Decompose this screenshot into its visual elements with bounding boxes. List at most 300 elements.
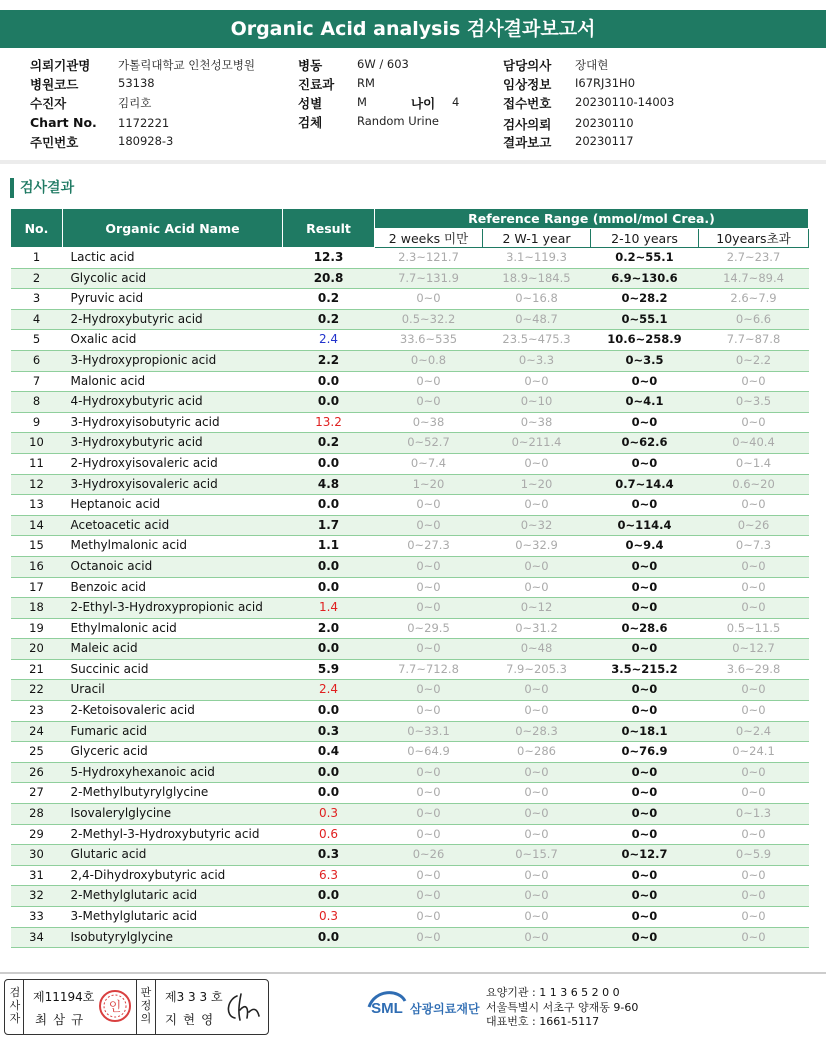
row-no: 9	[11, 412, 63, 433]
row-range: 0~28.2	[591, 289, 699, 310]
chart-no-value: 1172221	[118, 116, 170, 130]
row-result: 5.9	[283, 659, 375, 680]
row-no: 30	[11, 845, 63, 866]
reviewer-license: 제3 3 3 호	[165, 990, 223, 1004]
row-result: 0.0	[283, 577, 375, 598]
header-reference: Reference Range (mmol/mol Crea.)	[375, 209, 809, 229]
reviewer-name: 지 현 영	[165, 1012, 215, 1027]
row-result	[283, 598, 375, 619]
table-row	[11, 474, 809, 495]
row-range: 0~0	[591, 412, 699, 433]
logo-text: SML	[371, 1000, 403, 1017]
row-result: 0.0	[283, 783, 375, 804]
table-row	[11, 289, 809, 310]
row-range: 0~0	[699, 412, 809, 433]
row-result: 0.0	[283, 392, 375, 413]
row-range: 0.7~14.4	[591, 474, 699, 495]
table-row	[11, 536, 809, 557]
footer-divider	[0, 972, 826, 974]
row-result	[283, 680, 375, 701]
subheader-range: 2-10 years	[591, 229, 699, 248]
row-range: 0~0	[375, 886, 483, 907]
row-no: 27	[11, 783, 63, 804]
row-range: 1~20	[483, 474, 591, 495]
row-range: 10.6~258.9	[591, 330, 699, 351]
row-range: 0~12.7	[699, 639, 809, 660]
row-range: 0~24.1	[699, 742, 809, 763]
table-row	[11, 309, 809, 330]
row-no: 5	[11, 330, 63, 351]
row-name: Uracil	[63, 680, 283, 701]
row-no: 10	[11, 433, 63, 454]
recipient-label: 수진자	[30, 96, 67, 111]
row-range: 0~7.3	[699, 536, 809, 557]
resident-no-label: 주민번호	[30, 135, 79, 150]
row-range: 0~7.4	[375, 453, 483, 474]
row-no: 18	[11, 598, 63, 619]
header-result: Result	[283, 209, 375, 248]
row-range: 0~0	[483, 577, 591, 598]
row-name: 2-Hydroxybutyric acid	[63, 309, 283, 330]
row-range: 0~0	[699, 927, 809, 948]
dept-label: 진료과	[298, 77, 335, 92]
row-no: 12	[11, 474, 63, 495]
row-range: 3.1~119.3	[483, 248, 591, 269]
row-result: 4.8	[283, 474, 375, 495]
row-name: 3-Methylglutaric acid	[63, 907, 283, 928]
row-name: Succinic acid	[63, 659, 283, 680]
flagged-result: 0.3	[318, 909, 339, 923]
signature-icon	[223, 990, 263, 1028]
row-result: 0.2	[283, 433, 375, 454]
row-range: 7.9~205.3	[483, 659, 591, 680]
row-no: 1	[11, 248, 63, 269]
clinical-value: I67RJ31H0	[575, 76, 636, 90]
age-value: 4	[452, 95, 460, 109]
row-result: 0.0	[283, 927, 375, 948]
row-range: 0~0	[483, 927, 591, 948]
row-range: 2.3~121.7	[375, 248, 483, 269]
row-range: 0~0	[699, 865, 809, 886]
table-row	[11, 330, 809, 351]
examiner-label-text: 검 사 자	[9, 986, 21, 1025]
table-row	[11, 515, 809, 536]
table-row	[11, 680, 809, 701]
row-no: 2	[11, 268, 63, 289]
row-name: 2-Methylbutyrylglycine	[63, 783, 283, 804]
row-range: 0~0	[483, 865, 591, 886]
flagged-result: 0.3	[318, 806, 339, 821]
row-range: 0~3.3	[483, 350, 591, 371]
row-name: 2-Methyl-3-Hydroxybutyric acid	[63, 824, 283, 845]
row-range: 0~0	[699, 495, 809, 516]
row-range: 0~0	[699, 598, 809, 619]
row-range: 0~64.9	[375, 742, 483, 763]
row-result: 0.0	[283, 495, 375, 516]
row-range: 0~48.7	[483, 309, 591, 330]
row-result: 0.0	[283, 639, 375, 660]
reported-label: 결과보고	[503, 135, 552, 150]
row-range: 1~20	[375, 474, 483, 495]
row-no: 31	[11, 865, 63, 886]
row-range: 0~38	[483, 412, 591, 433]
row-name: Oxalic acid	[63, 330, 283, 351]
row-name: 2-Ethyl-3-Hydroxypropionic acid	[63, 598, 283, 619]
reviewer-label	[139, 986, 153, 1025]
row-range: 14.7~89.4	[699, 268, 809, 289]
row-name: 2-Methylglutaric acid	[63, 886, 283, 907]
row-range: 0~0	[591, 598, 699, 619]
row-range: 0.5~32.2	[375, 309, 483, 330]
row-no: 8	[11, 392, 63, 413]
flagged-result: 13.2	[315, 414, 342, 429]
row-result: 2.0	[283, 618, 375, 639]
phone: 대표번호 : 1661-5117	[486, 1015, 600, 1028]
clinical-label: 임상정보	[503, 77, 552, 92]
row-range: 0~1.3	[699, 804, 809, 825]
row-result: 20.8	[283, 268, 375, 289]
row-range: 0~0	[699, 907, 809, 928]
patient-info	[0, 54, 826, 154]
row-name: 3-Hydroxyisovaleric acid	[63, 474, 283, 495]
institution-label: 의뢰기관명	[30, 58, 91, 73]
table-row	[11, 453, 809, 474]
row-range: 0~0	[591, 701, 699, 722]
row-range: 0~0	[375, 804, 483, 825]
row-result: 0.0	[283, 453, 375, 474]
row-no: 26	[11, 762, 63, 783]
row-range: 0~0	[591, 907, 699, 928]
row-range: 0~31.2	[483, 618, 591, 639]
row-result: 1.7	[283, 515, 375, 536]
row-range: 0~0	[591, 804, 699, 825]
row-range: 0~286	[483, 742, 591, 763]
subheader-range: 2 W-1 year	[483, 229, 591, 248]
table-row	[11, 392, 809, 413]
row-range: 0~12	[483, 598, 591, 619]
sex-label: 성별	[298, 96, 323, 111]
row-range: 0~0	[483, 886, 591, 907]
table-row	[11, 598, 809, 619]
receipt-label: 접수번호	[503, 96, 552, 111]
row-range: 0~0	[375, 824, 483, 845]
row-range: 0~0	[699, 701, 809, 722]
row-range: 0~0	[591, 577, 699, 598]
row-range: 0~0	[699, 680, 809, 701]
row-result: 0.2	[283, 309, 375, 330]
flagged-result: 6.3	[318, 867, 339, 882]
row-range: 0~2.2	[699, 350, 809, 371]
table-row	[11, 762, 809, 783]
row-range: 0~52.7	[375, 433, 483, 454]
seal-text: 인	[108, 1000, 122, 1015]
table-row	[11, 783, 809, 804]
table-row	[11, 659, 809, 680]
row-range: 0~0.8	[375, 350, 483, 371]
row-name: 2,4-Dihydroxybutyric acid	[63, 865, 283, 886]
row-range: 0~28.6	[591, 618, 699, 639]
row-range: 0~4.1	[591, 392, 699, 413]
table-row	[11, 248, 809, 269]
row-range: 0~0	[699, 783, 809, 804]
row-no: 24	[11, 721, 63, 742]
row-range: 0~48	[483, 639, 591, 660]
table-row	[11, 824, 809, 845]
specimen-value: Random Urine	[357, 114, 439, 128]
table-row	[11, 742, 809, 763]
results-body	[11, 248, 809, 948]
table-row	[11, 577, 809, 598]
table-row	[11, 412, 809, 433]
row-range: 0~0	[375, 577, 483, 598]
row-name: 3-Hydroxypropionic acid	[63, 350, 283, 371]
row-name: Methylmalonic acid	[63, 536, 283, 557]
results-table	[10, 208, 809, 948]
sex-value: M	[357, 95, 367, 109]
row-range: 0~0	[699, 886, 809, 907]
row-range: 0~33.1	[375, 721, 483, 742]
row-result	[283, 907, 375, 928]
flagged-result: 0.6	[318, 826, 339, 841]
row-range: 0~0	[591, 680, 699, 701]
table-row	[11, 639, 809, 660]
row-range: 0~32.9	[483, 536, 591, 557]
sml-logo-icon	[365, 985, 409, 1021]
row-range: 0~62.6	[591, 433, 699, 454]
row-range: 0~0	[591, 556, 699, 577]
receipt-value: 20230110-14003	[575, 95, 675, 109]
row-name: Malonic acid	[63, 371, 283, 392]
row-range: 0~28.3	[483, 721, 591, 742]
row-result: 12.3	[283, 248, 375, 269]
row-range: 0~0	[591, 495, 699, 516]
examiner-license: 제11194호	[33, 990, 95, 1004]
row-name: Pyruvic acid	[63, 289, 283, 310]
row-range: 33.6~535	[375, 330, 483, 351]
row-range: 0~55.1	[591, 309, 699, 330]
row-range: 6.9~130.6	[591, 268, 699, 289]
doctor-value: 장대현	[575, 58, 609, 72]
row-no: 17	[11, 577, 63, 598]
row-range: 7.7~87.8	[699, 330, 809, 351]
row-no: 7	[11, 371, 63, 392]
row-range: 0~16.8	[483, 289, 591, 310]
row-name: Lactic acid	[63, 248, 283, 269]
row-range: 0~0	[483, 556, 591, 577]
row-range: 0~0	[483, 371, 591, 392]
table-row	[11, 804, 809, 825]
row-no: 25	[11, 742, 63, 763]
row-range: 0~0	[375, 371, 483, 392]
row-result: 1.1	[283, 536, 375, 557]
row-range: 0~3.5	[699, 392, 809, 413]
flagged-result: 1.4	[318, 600, 339, 615]
table-row	[11, 865, 809, 886]
row-no: 21	[11, 659, 63, 680]
table-row	[11, 371, 809, 392]
row-range: 0~0	[591, 639, 699, 660]
row-range: 0~0	[483, 907, 591, 928]
divider	[0, 160, 826, 164]
institution-value: 가톨릭대학교 인천성모병원	[118, 58, 255, 72]
row-range: 0~15.7	[483, 845, 591, 866]
row-range: 0~0	[591, 762, 699, 783]
section-title: 검사결과	[10, 178, 74, 198]
row-range: 0~0	[483, 701, 591, 722]
ward-value: 6W / 603	[357, 57, 409, 71]
company-name: 삼광의료재단	[410, 1002, 480, 1016]
row-range: 0.2~55.1	[591, 248, 699, 269]
row-range: 0~0	[483, 804, 591, 825]
company-logo	[365, 985, 480, 1025]
row-result: 0.2	[283, 289, 375, 310]
row-name: Heptanoic acid	[63, 495, 283, 516]
row-range: 0~114.4	[591, 515, 699, 536]
row-name: Octanoic acid	[63, 556, 283, 577]
row-range: 0~0	[375, 556, 483, 577]
row-no: 16	[11, 556, 63, 577]
row-range: 0~0	[591, 927, 699, 948]
table-row	[11, 495, 809, 516]
care-institution: 요양기관 : 1 1 3 6 5 2 0 0	[486, 986, 620, 999]
row-range: 0~0	[375, 783, 483, 804]
header-no: No.	[11, 209, 63, 248]
row-result: 0.0	[283, 762, 375, 783]
row-result: 0.0	[283, 556, 375, 577]
requested-label: 검사의뢰	[503, 117, 552, 132]
row-range: 0~0	[375, 598, 483, 619]
table-row	[11, 721, 809, 742]
row-range: 23.5~475.3	[483, 330, 591, 351]
row-range: 0~27.3	[375, 536, 483, 557]
row-range: 0~0	[483, 824, 591, 845]
row-range: 0~1.4	[699, 453, 809, 474]
table-row	[11, 927, 809, 948]
row-range: 0~5.9	[699, 845, 809, 866]
row-range: 0~0	[591, 865, 699, 886]
address: 서울특별시 서초구 양재동 9-60	[486, 1000, 639, 1014]
table-row	[11, 556, 809, 577]
row-result: 0.4	[283, 742, 375, 763]
row-range: 0~0	[591, 886, 699, 907]
row-no: 22	[11, 680, 63, 701]
dept-value: RM	[357, 76, 375, 90]
table-row	[11, 907, 809, 928]
header-name: Organic Acid Name	[63, 209, 283, 248]
row-no: 14	[11, 515, 63, 536]
row-range: 7.7~131.9	[375, 268, 483, 289]
row-result	[283, 824, 375, 845]
row-no: 28	[11, 804, 63, 825]
row-range: 0~0	[375, 392, 483, 413]
row-no: 29	[11, 824, 63, 845]
row-range: 0~0	[483, 783, 591, 804]
row-range: 0~0	[699, 824, 809, 845]
row-range: 0~32	[483, 515, 591, 536]
table-row	[11, 845, 809, 866]
row-no: 34	[11, 927, 63, 948]
reported-value: 20230117	[575, 134, 634, 148]
row-name: Isobutyrylglycine	[63, 927, 283, 948]
subheader-range: 10years초과	[699, 229, 809, 248]
row-result	[283, 412, 375, 433]
table-row	[11, 433, 809, 454]
row-name: 3-Hydroxybutyric acid	[63, 433, 283, 454]
row-result: 0.0	[283, 886, 375, 907]
row-range: 0~0	[375, 701, 483, 722]
row-name: Glutaric acid	[63, 845, 283, 866]
row-range: 0~38	[375, 412, 483, 433]
row-name: 2-Ketoisovaleric acid	[63, 701, 283, 722]
table-row	[11, 268, 809, 289]
row-no: 32	[11, 886, 63, 907]
row-no: 6	[11, 350, 63, 371]
row-range: 0.5~11.5	[699, 618, 809, 639]
row-range: 0~12.7	[591, 845, 699, 866]
row-no: 19	[11, 618, 63, 639]
row-range: 0~0	[375, 927, 483, 948]
table-row	[11, 701, 809, 722]
row-range: 0~6.6	[699, 309, 809, 330]
requested-value: 20230110	[575, 116, 634, 130]
row-range: 0~76.9	[591, 742, 699, 763]
row-result	[283, 804, 375, 825]
row-range: 0~18.1	[591, 721, 699, 742]
row-range: 0~0	[591, 453, 699, 474]
age-label: 나이	[411, 96, 436, 111]
row-range: 18.9~184.5	[483, 268, 591, 289]
row-name: Isovalerylglycine	[63, 804, 283, 825]
row-range: 0~26	[375, 845, 483, 866]
row-result: 0.3	[283, 845, 375, 866]
row-result	[283, 330, 375, 351]
row-range: 0~26	[699, 515, 809, 536]
row-result	[283, 865, 375, 886]
examiner-name: 최 삼 규	[35, 1012, 85, 1027]
row-range: 0~3.5	[591, 350, 699, 371]
row-no: 15	[11, 536, 63, 557]
row-name: Maleic acid	[63, 639, 283, 660]
row-range: 0~0	[483, 680, 591, 701]
row-name: Glycolic acid	[63, 268, 283, 289]
row-range: 0~0	[375, 495, 483, 516]
flagged-result: 2.4	[318, 332, 339, 347]
hospital-code-label: 병원코드	[30, 77, 79, 92]
row-range: 0~0	[483, 762, 591, 783]
row-range: 7.7~712.8	[375, 659, 483, 680]
row-no: 23	[11, 701, 63, 722]
row-name: Benzoic acid	[63, 577, 283, 598]
doctor-label: 담당의사	[503, 58, 552, 73]
row-range: 0~0	[375, 289, 483, 310]
row-name: Fumaric acid	[63, 721, 283, 742]
row-range: 0~0	[699, 371, 809, 392]
flagged-result: 2.4	[318, 682, 339, 697]
resident-no-value: 180928-3	[118, 134, 174, 148]
row-result: 0.0	[283, 371, 375, 392]
recipient-value: 김리호	[118, 96, 152, 110]
row-range: 0~0	[483, 495, 591, 516]
row-name: 2-Hydroxyisovaleric acid	[63, 453, 283, 474]
table-row	[11, 350, 809, 371]
table-row	[11, 886, 809, 907]
row-range: 0~0	[483, 453, 591, 474]
row-range: 0~9.4	[591, 536, 699, 557]
ward-label: 병동	[298, 58, 323, 73]
row-range: 0~0	[591, 783, 699, 804]
row-result: 0.0	[283, 701, 375, 722]
examiner-label	[8, 986, 22, 1025]
